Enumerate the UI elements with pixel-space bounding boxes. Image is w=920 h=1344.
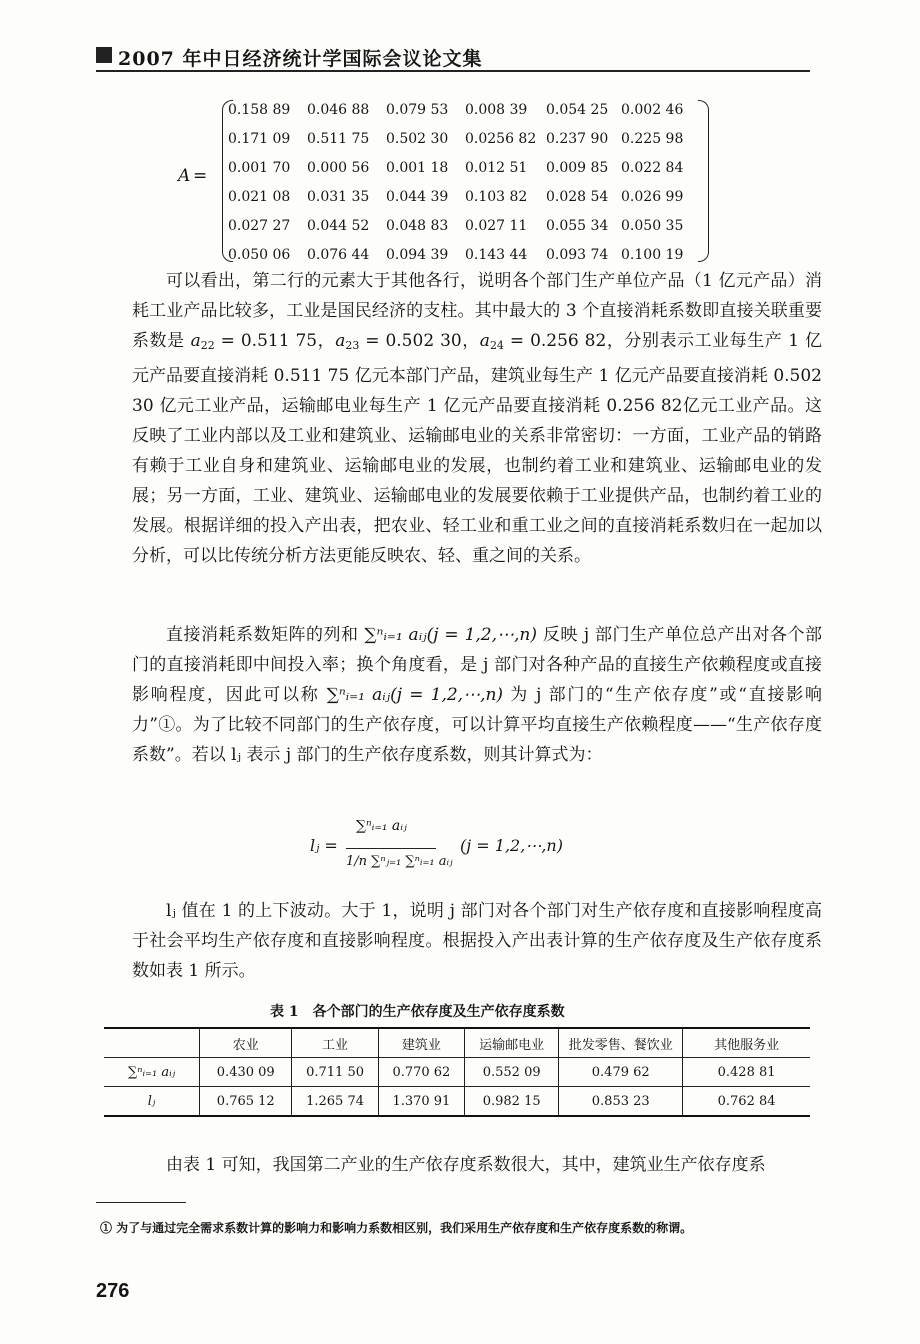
matrix-cell: 0.027 27 bbox=[228, 218, 291, 234]
matrix-cell: 0.044 39 bbox=[386, 189, 449, 205]
table-cell: 1.370 91 bbox=[378, 1087, 464, 1117]
matrix-cell: 0.000 56 bbox=[307, 160, 370, 176]
table-cell: 0.762 84 bbox=[683, 1087, 810, 1117]
matrix-cell: 0.046 88 bbox=[307, 102, 370, 118]
matrix-cell: 0.027 11 bbox=[465, 218, 528, 234]
header-rule bbox=[96, 70, 810, 72]
running-header bbox=[96, 40, 810, 70]
table-row-label: lⱼ bbox=[104, 1087, 200, 1117]
matrix-cell: 0.048 83 bbox=[386, 218, 449, 234]
header-logo-icon bbox=[96, 47, 112, 63]
matrix-cell: 0.028 54 bbox=[545, 189, 609, 205]
matrix-cell: 0.001 18 bbox=[386, 160, 449, 176]
table-header-row bbox=[104, 1028, 810, 1058]
table-cell: 0.765 12 bbox=[200, 1087, 292, 1117]
matrix-row bbox=[228, 96, 700, 125]
p2-text-a: 直接消耗系数矩阵的列和 bbox=[166, 625, 365, 645]
matrix-cell: 0.502 30 bbox=[386, 131, 449, 147]
formula-condition: (j = 1,2,⋯,n) bbox=[460, 836, 563, 855]
matrix-cell: 0.001 70 bbox=[228, 160, 291, 176]
page-number: 276 bbox=[96, 1280, 130, 1302]
footnote: ① 为了与通过完全需求系数计算的影响力和影响力系数相区别，我们采用生产依存度和生产依存度系数的称谓。 bbox=[100, 1221, 693, 1235]
table-row-label: ∑ⁿᵢ₌₁ aᵢⱼ bbox=[104, 1058, 200, 1087]
a24-symbol: a bbox=[479, 331, 490, 351]
matrix-cell: 0.225 98 bbox=[621, 131, 684, 147]
sum-expression-1: ∑ⁿᵢ₌₁ aᵢⱼ(j = 1,2,⋯,n) bbox=[364, 625, 537, 645]
p3-text: lⱼ 值在 1 的上下波动。大于 1，说明 j 部门对各个部门对生产依存度和直接影响程度高于社会平均生产依存度和直接影响程度。根据投入产出表计算的生产依存度及生产依存度系数如表 1 所示。 bbox=[132, 901, 822, 981]
formula-numerator: ∑ⁿᵢ₌₁ aᵢⱼ bbox=[356, 818, 407, 834]
matrix-cell: 0.143 44 bbox=[465, 247, 528, 263]
matrix-cell: 0.093 74 bbox=[545, 247, 609, 263]
matrix-cell: 0.094 39 bbox=[386, 247, 449, 263]
matrix-cell: 0.103 82 bbox=[465, 189, 528, 205]
table-cell: 0.711 50 bbox=[292, 1058, 378, 1087]
footnote-rule bbox=[96, 1202, 186, 1203]
a23-symbol: a bbox=[335, 331, 346, 351]
matrix-label: A bbox=[178, 166, 191, 186]
formula-lhs: lⱼ = bbox=[310, 836, 338, 855]
table-cell: 0.982 15 bbox=[465, 1087, 559, 1117]
dependency-coefficient-formula bbox=[310, 810, 640, 890]
matrix-row bbox=[228, 125, 700, 154]
matrix-cell: 0.055 34 bbox=[545, 218, 609, 234]
matrix-cell: 0.044 52 bbox=[307, 218, 370, 234]
a22-value: = 0.511 75， bbox=[214, 331, 336, 351]
matrix-cell: 0.237 90 bbox=[545, 131, 609, 147]
table-cell: 0.853 23 bbox=[559, 1087, 683, 1117]
matrix-cell: 0.009 85 bbox=[545, 160, 609, 176]
a24-subscript: 24 bbox=[489, 339, 504, 352]
table-row bbox=[104, 1058, 810, 1087]
paragraph-1 bbox=[132, 266, 822, 571]
a24-value: = 0.256 82， bbox=[503, 331, 625, 351]
matrix-row bbox=[228, 183, 700, 212]
matrix-cell: 0.021 08 bbox=[228, 189, 291, 205]
coefficient-matrix bbox=[228, 96, 700, 270]
p2-text-b: 反映 j 部门生产单位总产出对各个部门的直接消耗即中间投入率；换个角度看，是 j 部门对各种产品的直接生产依赖程度或直接影响程度，因此可以称 bbox=[132, 625, 823, 705]
matrix-cell: 0.171 09 bbox=[228, 131, 291, 147]
table-header-cell: 运输邮电业 bbox=[465, 1028, 559, 1058]
matrix-cell: 0.076 44 bbox=[307, 247, 370, 263]
table-cell: 1.265 74 bbox=[292, 1087, 378, 1117]
table-cell: 0.430 09 bbox=[200, 1058, 292, 1087]
paragraph-4 bbox=[132, 1150, 822, 1180]
p1-text-a: 可以看出，第二行的元素大于其他各行，说明各个部门生产单位产品（1 亿元产品）消耗工业产品比较多，工业是国民经济的支柱。其中最大的 3 个直接消耗系数即直接关联重要系数是 bbox=[132, 271, 822, 351]
p2-text-c: 为 j 部门的“生产依存度”或“直接影响力”①。为了比较不同部门的生产依存度，可以计算平均直接生产依赖程度——“生产依存度系数”。若以 lⱼ 表示 j 部门的生产依存度系数，则其计算式为： bbox=[132, 685, 823, 765]
matrix-cell: 0.054 25 bbox=[545, 102, 609, 118]
dependency-table bbox=[104, 1027, 810, 1117]
matrix-cell: 0.050 35 bbox=[621, 218, 684, 234]
matrix-equals: = bbox=[193, 166, 208, 186]
matrix-cell: 0.079 53 bbox=[386, 102, 449, 118]
matrix-cell: 0.022 84 bbox=[621, 160, 684, 176]
matrix-row bbox=[228, 154, 700, 183]
header-title: 2007 年中日经济统计学国际会议论文集 bbox=[118, 48, 483, 70]
table-header-cell: 工业 bbox=[292, 1028, 378, 1058]
table-cell: 0.428 81 bbox=[683, 1058, 810, 1087]
formula-fraction-bar bbox=[346, 848, 436, 849]
table-row bbox=[104, 1087, 810, 1117]
p1-text-b: 分别表示工业每生产 1 亿元产品要直接消耗 0.511 75 亿元本部门产品，建筑业每生产 1 亿元产品要直接消耗 0.502 30 亿元工业产品，运输邮电业每生产 1 亿元产品要直接消耗 0.256 82亿元工业产品。这反映了工业内部以及工业和建筑业、运输邮电业的关系非常密切：一方面，工业产品的销路有赖于工业自身和建筑业、运输邮电业的发展，也制约着工业和建筑业、运输邮电业的发展；另一方面，工业、建筑业、运输邮电业的发展要依赖于工业提供产品，也制约着工业的发展。根据详细的投入产出表，把农业、轻工业和重工业之间的直接消耗系数归在一起加以分析，可以比传统分析方法更能反映农、轻、重之间的关系。 bbox=[132, 331, 822, 566]
paragraph-3 bbox=[132, 896, 822, 986]
table-header-cell: 建筑业 bbox=[378, 1028, 464, 1058]
sum-expression-2: ∑ⁿᵢ₌₁ aᵢⱼ(j = 1,2,⋯,n) bbox=[326, 685, 504, 705]
matrix-cell: 0.026 99 bbox=[621, 189, 684, 205]
table-body bbox=[104, 1058, 810, 1117]
matrix-cell: 0.002 46 bbox=[621, 102, 684, 118]
matrix-cell: 0.008 39 bbox=[465, 102, 528, 118]
matrix-cell: 0.031 35 bbox=[307, 189, 370, 205]
a22-symbol: a bbox=[190, 331, 201, 351]
table-header-cell bbox=[104, 1028, 200, 1058]
matrix-cell: 0.100 19 bbox=[621, 247, 684, 263]
table-header-cell: 批发零售、餐饮业 bbox=[559, 1028, 683, 1058]
matrix-row bbox=[228, 212, 700, 241]
a22-subscript: 22 bbox=[200, 339, 215, 352]
formula-denominator: 1/n ∑ⁿⱼ₌₁ ∑ⁿᵢ₌₁ aᵢⱼ bbox=[346, 854, 453, 869]
table-cell: 0.479 62 bbox=[559, 1058, 683, 1087]
table-caption: 表 1 各个部门的生产依存度及生产依存度系数 bbox=[270, 1004, 565, 1020]
matrix-cell: 0.050 06 bbox=[228, 247, 291, 263]
table-header-cell: 农业 bbox=[200, 1028, 292, 1058]
matrix-cell: 0.511 75 bbox=[307, 131, 370, 147]
table-cell: 0.770 62 bbox=[378, 1058, 464, 1087]
table-cell: 0.552 09 bbox=[465, 1058, 559, 1087]
p4-text: 由表 1 可知，我国第二产业的生产依存度系数很大，其中，建筑业生产依存度系 bbox=[166, 1155, 766, 1175]
paragraph-2 bbox=[132, 620, 822, 770]
matrix-cell: 0.158 89 bbox=[228, 102, 291, 118]
a23-value: = 0.502 30， bbox=[359, 331, 480, 351]
table-header-cell: 其他服务业 bbox=[683, 1028, 810, 1058]
a23-subscript: 23 bbox=[345, 339, 360, 352]
matrix-cell: 0.0256 82 bbox=[465, 131, 537, 147]
matrix-cell: 0.012 51 bbox=[465, 160, 528, 176]
